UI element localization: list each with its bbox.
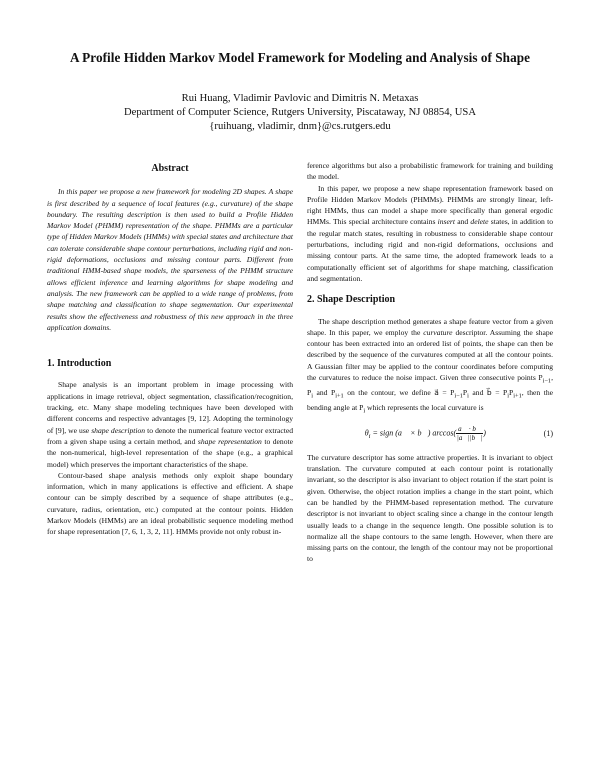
intro-paragraph-1: Shape analysis is an important problem in image processing with applications in image retrieval, object segmentation, classification/recognition, tracking, etc. Many shape modeling techniques have been developed with different concerns and respective advantages [9, 12]. Adopting the terminology of [9], we use shape description to denote the numerical feature vector extracted from a given shape using a certain method, and shape representation to denote the non-numerical, high-level representation of the shape (e.g., a graphical model) which preserves the important characteristics of the shape. <box>47 380 294 469</box>
equation-number: (1) <box>543 429 553 439</box>
equation-fraction: $\frac{a⃗ \cdot b⃗}{|a⃗||b⃗|}$ <box>456 425 483 443</box>
author-affiliation: Department of Computer Science, Rutgers University, Piscataway, NJ 08854, USA <box>124 107 476 118</box>
author-block <box>40 92 560 134</box>
left-column <box>47 163 293 538</box>
section2-heading: 2. Shape Description <box>307 294 396 306</box>
section2-paragraph-1: The shape description method generates a shape feature vector from a given shape. In this paper, we employ the curvature descriptor. Assuming the shape contour has been extracted into an ordered list of points, the shape can then be described by the sequence of the curvatures computed at all the contour points. A Gaussian filter may be applied to the contour coordinates before computing the curvatures to reduce the noise impact. Given three consecutive points $P_{i-1}$, $P_i$ and $P_{i+1}$ on the contour, we define a⃗ = $P_{i-1}P_i$ and b⃗ = $P_iP_{i+1}$, then the bending angle at $P_i$ which represents the local curvature is <box>307 316 554 415</box>
right-column <box>307 160 553 565</box>
abstract-heading: Abstract <box>151 163 189 174</box>
intro-paragraph-2: Contour-based shape analysis methods only exploit shape boundary information, which in many applications is effective and efficient. A shape contour can be simply described by a sequence of shape attributes (e.g., curvature, radius, orientation, etc.) computed at the contour points. Hidden Markov Models (HMMs) are an ideal probabilistic sequence modeling method for shape representation [7, 6, 1, 3, 2, 11]. HMMs provide not only robust in- <box>47 470 293 537</box>
paper-title: A Profile Hidden Markov Model Framework for Modeling and Analysis of Shape <box>69 50 531 65</box>
abstract-text: In this paper we propose a new framework for modeling 2D shapes. A shape is first described by a sequence of local features (e.g., curvature) of the shape boundary. The resulting description is then used to build a Profile Hidden Markov Model (PHMM) representation of the shape. PHMMs are a particular type of Hidden Markov Models (HMMs) with special states and architecture that can tolerate considerable shape contour perturbations, including rigid and non-rigid deformations, occlusions and missing contour parts. Different from traditional HMM-based shape models, the sparseness of the PHMM structure allows efficient inference and learning algorithms for shape modeling and analysis. The new framework can be applied to a wide range of problems, from shape matching and classification to shape segmentation. Our experimental results show the effectiveness and robustness of this new approach in the three application domains. <box>47 187 293 332</box>
author-email: {ruihuang, vladimir, dnm}@cs.rutgers.edu <box>209 121 391 132</box>
intro-paragraph-3: In this paper, we propose a new shape representation framework based on Profile Hidden Markov Models (PHMMs). PHMMs are strongly linear, left-right HMMs, thus can model a shape more specifically than general ergodic HMMs. This special architecture contains insert and delete states, in addition to the regular match states, resulting in robustness to considerable shape contour perturbations, including rigid and non-rigid deformations, occlusions and missing contour parts. At the same time, the adopted framework leads to a computationally efficient set of algorithms for shape matching, classification and segmentation. <box>307 183 553 283</box>
equation-body: $\theta_i$ = sign (a⃗ × b⃗) arccos( $\frac{a⃗ \cdot b⃗}{|a⃗||b⃗|}$ ) <box>364 425 486 443</box>
intro-heading: 1. Introduction <box>47 358 112 370</box>
author-names: Rui Huang, Vladimir Pavlovic and Dimitris N. Metaxas <box>181 93 419 104</box>
section2-paragraph-2: The curvature descriptor has some attractive properties. It is invariant to object translation. The curvature computed at each contour point is rotationally invariant, so the descriptor is also invariant to object rotation if the start point is given. Otherwise, the object rotation implies a change in the start point, which can be handled by the PHMM-based representation method. The curvature descriptor is not invariant to object scaling since a change in the contour length usually leads to a change in the sequence length. One possible solution is to normalize all the shape contours to the same length. However, when there are missing parts on the contour, the length of the contour may not be proportional to <box>307 452 553 564</box>
equation-1 <box>307 425 553 442</box>
intro-continuation: ference algorithms but also a probabilistic framework for training and building the model. <box>307 161 553 182</box>
